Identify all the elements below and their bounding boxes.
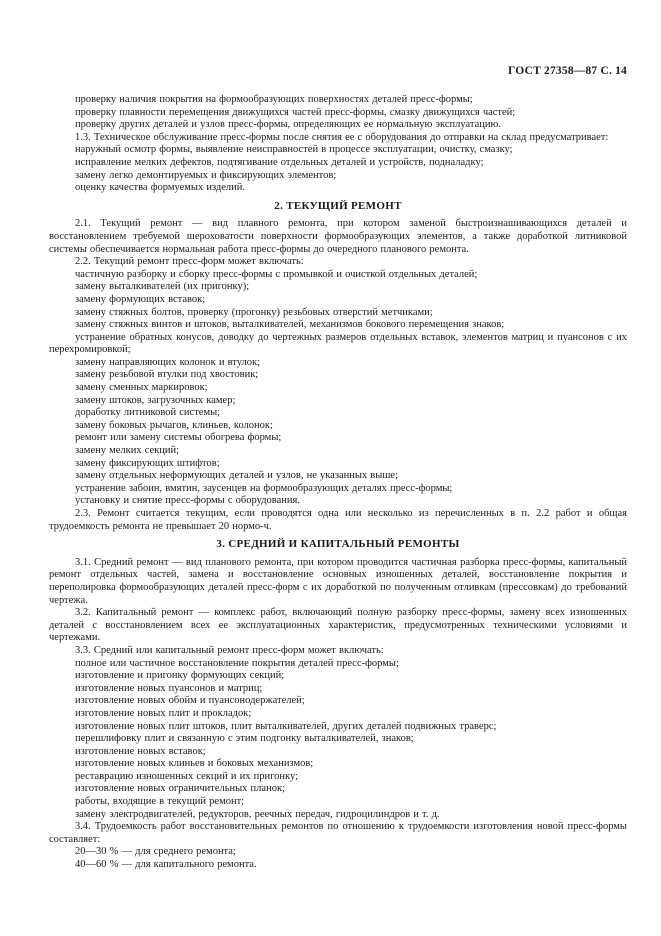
paragraph: проверку наличия покрытия на формообразующих поверхностях деталей пресс-формы; <box>75 94 473 105</box>
paragraph: перешлифовку плит и связанную с этим подгонку выталкивателей, знаков; <box>75 733 414 745</box>
paragraph: замену направляющих колонок и втулок; <box>75 356 261 368</box>
paragraph: 3.2. Капитальный ремонт — комплекс работ, включающий полную разборку пресс-формы, замену всех изношенных деталей с восстановлением всех ее эксплуатационных характеристик, предусмотренных техническими условиями и чертежами. <box>49 607 627 644</box>
paragraph: изготовление новых обойм и пуансонодержателей; <box>75 695 305 707</box>
paragraph: замену стяжных болтов, проверку (прогонку) резьбовых отверстий метчиками; <box>75 306 433 318</box>
paragraph: замену сменных маркировок; <box>75 382 208 394</box>
paragraph: устранение забоин, вмятин, заусенцев на формообразующих деталях пресс-формы; <box>75 482 453 494</box>
paragraph: изготовление и пригонку формующих секций; <box>75 670 285 682</box>
paragraph: изготовление новых клиньев и боковых механизмов; <box>75 758 314 770</box>
paragraph: доработку литниковой системы; <box>75 407 221 419</box>
paragraph: замену легко демонтируемых и фиксирующих элементов; <box>75 169 337 181</box>
paragraph: проверку плавности перемещения движущихся частей пресс-формы, смазку движущихся частей; <box>75 106 516 118</box>
paragraph: 2.2. Текущий ремонт пресс-форм может включать: <box>75 256 304 268</box>
paragraph: исправление мелких дефектов, подтягивание отдельных деталей и устройств, подналадку; <box>75 156 484 168</box>
paragraph: 1.3. Техническое обслуживание пресс-формы после снятия ее с оборудования до отправки на склад предусматривает: <box>75 131 609 143</box>
paragraph: замену штоков, загрузочных камер; <box>75 394 236 406</box>
paragraph: 2.1. Текущий ремонт — вид плавного ремонта, при котором заменой быстроизнашивающихся деталей и восстановлением требуемой шероховатости поверхности формообразующих элементов, а также доработкой литниковой системы обеспечивается нормальная работа пресс-формы до очередного планового ремонта. <box>49 218 627 255</box>
paragraph: 3.3. Средний или капитальный ремонт пресс-форм может включать: <box>75 644 384 656</box>
paragraph: частичную разборку и сборку пресс-формы с промывкой и очисткой отдельных деталей; <box>75 268 478 280</box>
document-header-gost-number: ГОСТ 27358—87 С. 14 <box>508 65 627 77</box>
paragraph: 3.1. Средний ремонт — вид планового ремонта, при котором проводится частичная разборка пресс-формы, капитальный ремонт отдельных частей, замена и восстановление основных изношенных деталей, восстановление покрытия и переполировка формообразующих деталей пресс-форм с их доработкой по полученным отливкам (прессовкам) до требований чертежа. <box>49 556 627 606</box>
paragraph: работы, входящие в текущий ремонт; <box>75 796 245 808</box>
section-heading: 2. ТЕКУЩИЙ РЕМОНТ <box>274 199 402 212</box>
paragraph: полное или частичное восстановление покрытия деталей пресс-формы; <box>75 657 399 669</box>
paragraph: замену резьбовой втулки под хвостовик; <box>75 369 259 381</box>
paragraph: установку и снятие пресс-формы с оборудования. <box>75 495 300 507</box>
paragraph: замену электродвигателей, редукторов, реечных передач, гидроцилиндров и т. д. <box>75 808 440 820</box>
paragraph: изготовление новых вставок; <box>75 745 206 757</box>
paragraph: замену отдельных неформующих деталей и узлов, не указанных выше; <box>75 470 398 482</box>
paragraph: реставрацию изношенных секций и их пригонку; <box>75 770 298 782</box>
paragraph: ремонт или замену системы обогрева формы; <box>75 432 282 444</box>
paragraph: 40—60 % — для капитального ремонта. <box>75 859 257 871</box>
paragraph: 3.4. Трудоемкость работ восстановительных ремонтов по отношению к трудоемкости изготовления новой пресс-формы составляет: <box>49 821 627 845</box>
paragraph: замену стяжных винтов и штоков, выталкивателей, механизмов бокового перемещения знаков; <box>75 319 505 331</box>
paragraph: 20—30 % — для среднего ремонта; <box>75 846 236 858</box>
paragraph: замену фиксирующих штифтов; <box>75 457 220 469</box>
section-heading: 3. СРЕДНИЙ И КАПИТАЛЬНЫЙ РЕМОНТЫ <box>216 538 460 551</box>
paragraph: оценку качества формуемых изделий. <box>75 182 246 194</box>
paragraph: изготовление новых плит штоков, плит выталкивателей, других деталей подвижных траверс; <box>75 720 497 732</box>
paragraph: изготовление новых ограничительных планок; <box>75 783 285 795</box>
paragraph: замену боковых рычагов, клиньев, колонок; <box>75 419 273 431</box>
document-body <box>49 94 627 872</box>
paragraph: проверку других деталей и узлов пресс-формы, определяющих ее нормальную эксплуатацию. <box>75 119 501 131</box>
paragraph: замену мелких секций; <box>75 445 180 457</box>
paragraph: замену выталкивателей (их пригонку); <box>75 281 250 293</box>
paragraph: устранение обратных конусов, доводку до чертежных размеров отдельных вставок, элементов матриц и пуансонов с их перехромировкой; <box>49 331 627 356</box>
paragraph: изготовление новых пуансонов и матриц; <box>75 682 263 694</box>
paragraph: 2.3. Ремонт считается текущим, если проводятся одна или несколько из перечисленных в п. 2.2 работ и общая трудоемкость ремонта не превышает 20 нормо-ч. <box>49 508 627 532</box>
paragraph: изготовление новых плит и прокладок; <box>75 707 252 719</box>
paragraph: замену формующих вставок; <box>75 293 206 305</box>
paragraph: наружный осмотр формы, выявление неисправностей в процессе эксплуатации, очистку, смазку; <box>75 144 513 156</box>
